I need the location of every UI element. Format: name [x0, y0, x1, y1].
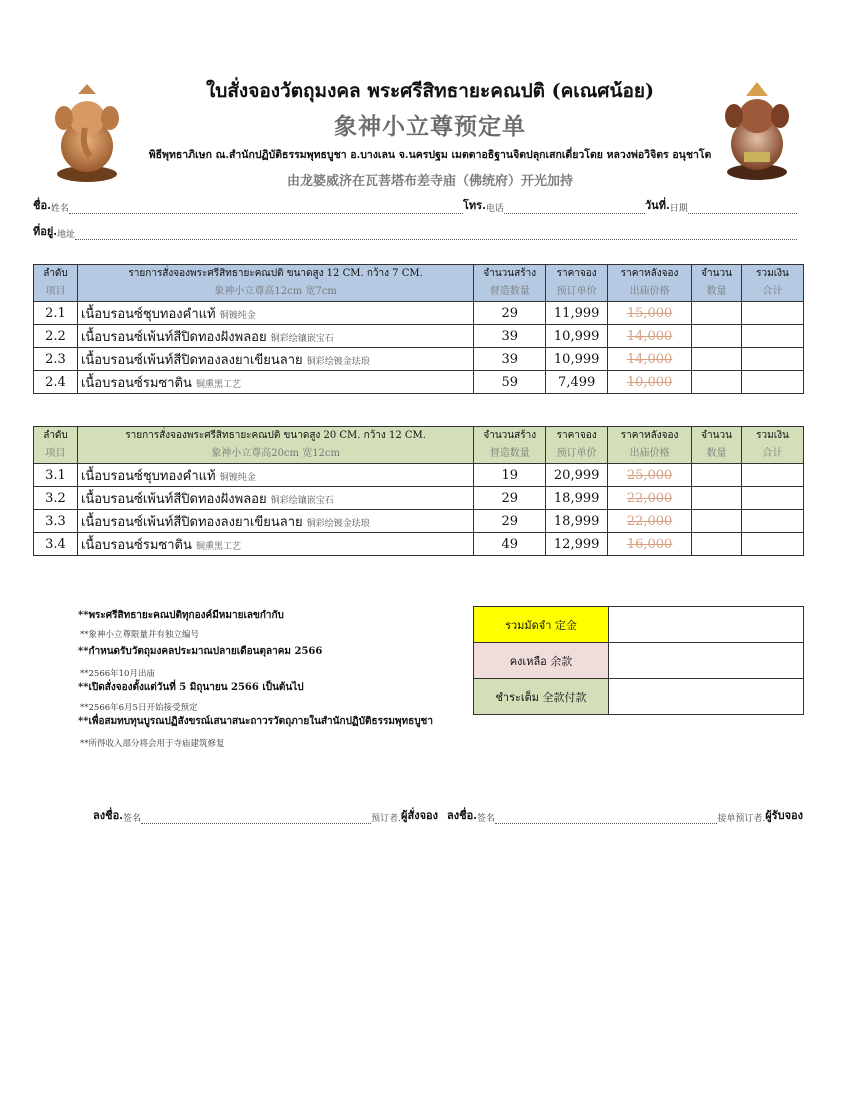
row-count-input[interactable] — [692, 371, 742, 394]
row-qty: 29 — [474, 302, 546, 325]
header-qty-cn: 督造数量 — [474, 445, 546, 464]
table-row — [34, 464, 804, 487]
header-no: ลำดับ — [34, 265, 78, 284]
row-name-cn: 铜熏黑工艺 — [196, 541, 242, 552]
row-name — [77, 302, 473, 325]
header-qty-cn: 督造数量 — [474, 283, 546, 302]
header-after-price-cn: 出庙价格 — [608, 283, 692, 302]
row-qty: 39 — [474, 348, 546, 371]
orderer-signature-line — [141, 813, 371, 824]
row-after-price: 14,000 — [608, 325, 692, 348]
row-name-th: เนื้อบรอนซ์รมซาติน — [80, 537, 192, 553]
note-thai: **พระศรีสิทธายะคณปติทุกองค์มีหมายเลขกำกับ — [78, 610, 284, 621]
row-no: 2.3 — [34, 348, 78, 371]
row-price: 18,999 — [546, 487, 608, 510]
row-after-price: 10,000 — [608, 371, 692, 394]
row-count-input[interactable] — [692, 325, 742, 348]
row-qty: 59 — [474, 371, 546, 394]
header-price-cn: 预订单价 — [546, 283, 608, 302]
row-price: 11,999 — [546, 302, 608, 325]
deposit-label: รวมมัดจำ 定金 — [474, 607, 609, 643]
row-no: 2.1 — [34, 302, 78, 325]
phone-label: โทร. — [463, 199, 486, 212]
table-row — [34, 348, 804, 371]
table-row — [34, 510, 804, 533]
date-label-cn: 日期 — [669, 204, 688, 214]
date-field[interactable] — [645, 196, 797, 214]
row-qty: 49 — [474, 533, 546, 556]
header-count-cn: 数量 — [692, 283, 742, 302]
header-item-cn: 象神小立尊高12cm 宽7cm — [77, 283, 473, 302]
row-name-th: เนื้อบรอนซ์รมซาติน — [80, 375, 192, 391]
header-price: ราคาจอง — [546, 427, 608, 446]
row-after-price: 25,000 — [608, 464, 692, 487]
order-table-20cm — [33, 426, 804, 556]
row-name-th: เนื้อบรอนซ์ชุบทองคำแท้ — [80, 468, 216, 484]
name-field[interactable] — [33, 196, 463, 214]
phone-field[interactable] — [463, 196, 645, 214]
table-row — [34, 302, 804, 325]
header-item-cn: 象神小立尊高20cm 宽12cm — [77, 445, 473, 464]
row-name — [77, 464, 473, 487]
orderer-label: ผู้สั่งจอง — [401, 809, 438, 822]
row-no: 3.3 — [34, 510, 78, 533]
row-total-input[interactable] — [742, 348, 804, 371]
row-total-input[interactable] — [742, 325, 804, 348]
header-qty: จำนวนสร้าง — [474, 427, 546, 446]
note-chinese: **象神小立尊限量并有独立编号 — [80, 630, 200, 640]
header-count: จำนวน — [692, 427, 742, 446]
receiver-signature-line — [495, 813, 717, 824]
receiver-signature-field[interactable] — [447, 806, 803, 824]
sign-label: ลงชื่อ. — [447, 809, 478, 822]
row-qty: 39 — [474, 325, 546, 348]
row-name-cn: 铜熏黑工艺 — [196, 379, 242, 390]
row-no: 3.4 — [34, 533, 78, 556]
row-name-th: เนื้อบรอนซ์เพ้นท์สีปิดทองลงยาเขียนลาย — [80, 352, 303, 368]
row-total-input[interactable] — [742, 533, 804, 556]
row-after-price: 14,000 — [608, 348, 692, 371]
header-item: รายการสั่งจองพระศรีสิทธายะคณปติ ขนาดสูง 20 CM. กว้าง 12 CM. — [77, 427, 473, 446]
table-row — [34, 487, 804, 510]
header-after-price: ราคาหลังจอง — [608, 265, 692, 284]
row-name-cn: 铜镀纯金 — [219, 310, 256, 321]
row-no: 2.4 — [34, 371, 78, 394]
row-name-th: เนื้อบรอนซ์เพ้นท์สีปิดทองฝังพลอย — [80, 491, 267, 507]
row-name-th: เนื้อบรอนซ์ชุบทองคำแท้ — [80, 306, 216, 322]
row-no: 2.2 — [34, 325, 78, 348]
row-name — [77, 371, 473, 394]
deposit-row — [474, 607, 804, 643]
header-qty: จำนวนสร้าง — [474, 265, 546, 284]
header-total: รวมเงิน — [742, 265, 804, 284]
row-name — [77, 510, 473, 533]
order-table-12cm — [33, 264, 804, 394]
row-after-price: 22,000 — [608, 510, 692, 533]
title-chinese: 象神小立尊预定单 — [334, 113, 526, 140]
row-price: 18,999 — [546, 510, 608, 533]
note-chinese: **2566年6月5日开始接受预定 — [80, 703, 198, 713]
row-count-input[interactable] — [692, 302, 742, 325]
row-name — [77, 487, 473, 510]
row-name-cn: 铜彩绘镀金珐琅 — [306, 356, 370, 367]
row-name — [77, 325, 473, 348]
date-line — [688, 203, 797, 214]
balance-row — [474, 643, 804, 679]
date-label: วันที่. — [645, 199, 670, 212]
table-header-row — [34, 265, 804, 284]
header-no: ลำดับ — [34, 427, 78, 446]
header-total-cn: 合计 — [742, 445, 804, 464]
full-payment-value-field[interactable] — [609, 679, 804, 715]
table-header-row — [34, 427, 804, 446]
table-header-row-cn — [34, 445, 804, 464]
balance-label: คงเหลือ 余款 — [474, 643, 609, 679]
full-payment-label: ชำระเต็ม 全款付款 — [474, 679, 609, 715]
row-name-th: เนื้อบรอนซ์เพ้นท์สีปิดทองฝังพลอย — [80, 329, 267, 345]
address-line — [75, 229, 797, 240]
orderer-signature-field[interactable] — [93, 806, 438, 824]
subtitle-thai: พิธีพุทธาภิเษก ณ.สำนักปฏิบัติธรรมพุทธบูชา อ.บางเลน จ.นครปฐม เมตตาอธิฐานจิตปลุกเสกเดี่ยวโดย หลวงพ่อวิจิตร อนุชาโต — [148, 149, 712, 161]
address-field[interactable] — [33, 222, 797, 240]
header-price: ราคาจอง — [546, 265, 608, 284]
row-total-input[interactable] — [742, 487, 804, 510]
name-line — [69, 203, 463, 214]
row-after-price: 22,000 — [608, 487, 692, 510]
row-name-cn: 铜彩绘镀金珐琅 — [306, 518, 370, 529]
note-thai: **เพื่อสมทบทุนบูรณปฏิสังขรณ์เสนาสนะถาวรวัตถุภายในสำนักปฏิบัติธรรมพุทธบูชา — [78, 716, 433, 727]
receiver-label-cn: 接单预订者. — [717, 814, 766, 824]
address-label: ที่อยู่. — [33, 225, 58, 238]
table-row — [34, 533, 804, 556]
name-label-cn: 姓名 — [50, 204, 69, 214]
note-chinese: **所得收入部分将会用于寺庙建筑修复 — [80, 739, 225, 749]
header-after-price: ราคาหลังจอง — [608, 427, 692, 446]
header-total-cn: 合计 — [742, 283, 804, 302]
header-price-cn: 预订单价 — [546, 445, 608, 464]
row-name — [77, 348, 473, 371]
row-price: 20,999 — [546, 464, 608, 487]
row-count-input[interactable] — [692, 464, 742, 487]
header-item: รายการสั่งจองพระศรีสิทธายะคณปติ ขนาดสูง 12 CM. กว้าง 7 CM. — [77, 265, 473, 284]
receiver-label: ผู้รับจอง — [765, 809, 803, 822]
address-label-cn: 地址 — [57, 230, 76, 240]
row-name-th: เนื้อบรอนซ์เพ้นท์สีปิดทองลงยาเขียนลาย — [80, 514, 303, 530]
balance-value-field[interactable] — [609, 643, 804, 679]
row-total-input[interactable] — [742, 371, 804, 394]
row-total-input[interactable] — [742, 302, 804, 325]
row-count-input[interactable] — [692, 487, 742, 510]
row-name-cn: 铜彩绘镶嵌宝石 — [270, 333, 334, 344]
note-thai: **เปิดสั่งจองตั้งแต่วันที่ 5 มิถุนายน 2566 เป็นต้นไป — [78, 682, 304, 693]
header-after-price-cn: 出庙价格 — [608, 445, 692, 464]
phone-line — [504, 203, 645, 214]
row-no: 3.1 — [34, 464, 78, 487]
table-header-row-cn — [34, 283, 804, 302]
row-count-input[interactable] — [692, 533, 742, 556]
header-count-cn: 数量 — [692, 445, 742, 464]
row-price: 12,999 — [546, 533, 608, 556]
row-after-price: 16,000 — [608, 533, 692, 556]
payment-summary-table — [473, 606, 804, 715]
row-total-input[interactable] — [742, 510, 804, 533]
table-row — [34, 371, 804, 394]
header-count: จำนวน — [692, 265, 742, 284]
note-thai: **กำหนดรับวัตถุมงคลประมาณปลายเดือนตุลาคม 2566 — [78, 646, 323, 657]
sign-label: ลงชื่อ. — [93, 809, 124, 822]
deposit-value-field[interactable] — [609, 607, 804, 643]
title-thai: ใบสั่งจองวัตถุมงคล พระศรีสิทธายะคณปติ (คเณศน้อย) — [206, 80, 654, 102]
row-count-input[interactable] — [692, 510, 742, 533]
row-price: 10,999 — [546, 348, 608, 371]
row-count-input[interactable] — [692, 348, 742, 371]
row-name — [77, 533, 473, 556]
row-price: 10,999 — [546, 325, 608, 348]
row-name-cn: 铜镀纯金 — [219, 472, 256, 483]
sign-label-cn: 签名 — [477, 814, 496, 824]
header-total: รวมเงิน — [742, 427, 804, 446]
orderer-label-cn: 预订者. — [371, 814, 402, 824]
header-no-cn: 项目 — [34, 283, 78, 302]
sign-label-cn: 签名 — [123, 814, 142, 824]
full-payment-row — [474, 679, 804, 715]
notes-section — [78, 608, 468, 749]
name-label: ชื่อ. — [33, 199, 51, 212]
row-after-price: 15,000 — [608, 302, 692, 325]
row-name-cn: 铜彩绘镶嵌宝石 — [270, 495, 334, 506]
note-chinese: **2566年10月出庙 — [80, 669, 155, 679]
row-no: 3.2 — [34, 487, 78, 510]
header-no-cn: 项目 — [34, 445, 78, 464]
phone-label-cn: 电话 — [485, 204, 504, 214]
row-price: 7,499 — [546, 371, 608, 394]
row-total-input[interactable] — [742, 464, 804, 487]
row-qty: 29 — [474, 487, 546, 510]
table-row — [34, 325, 804, 348]
subtitle-chinese: 由龙婆威济在瓦菩塔布差寺庙（佛统府）开光加持 — [286, 174, 573, 189]
row-qty: 19 — [474, 464, 546, 487]
row-qty: 29 — [474, 510, 546, 533]
